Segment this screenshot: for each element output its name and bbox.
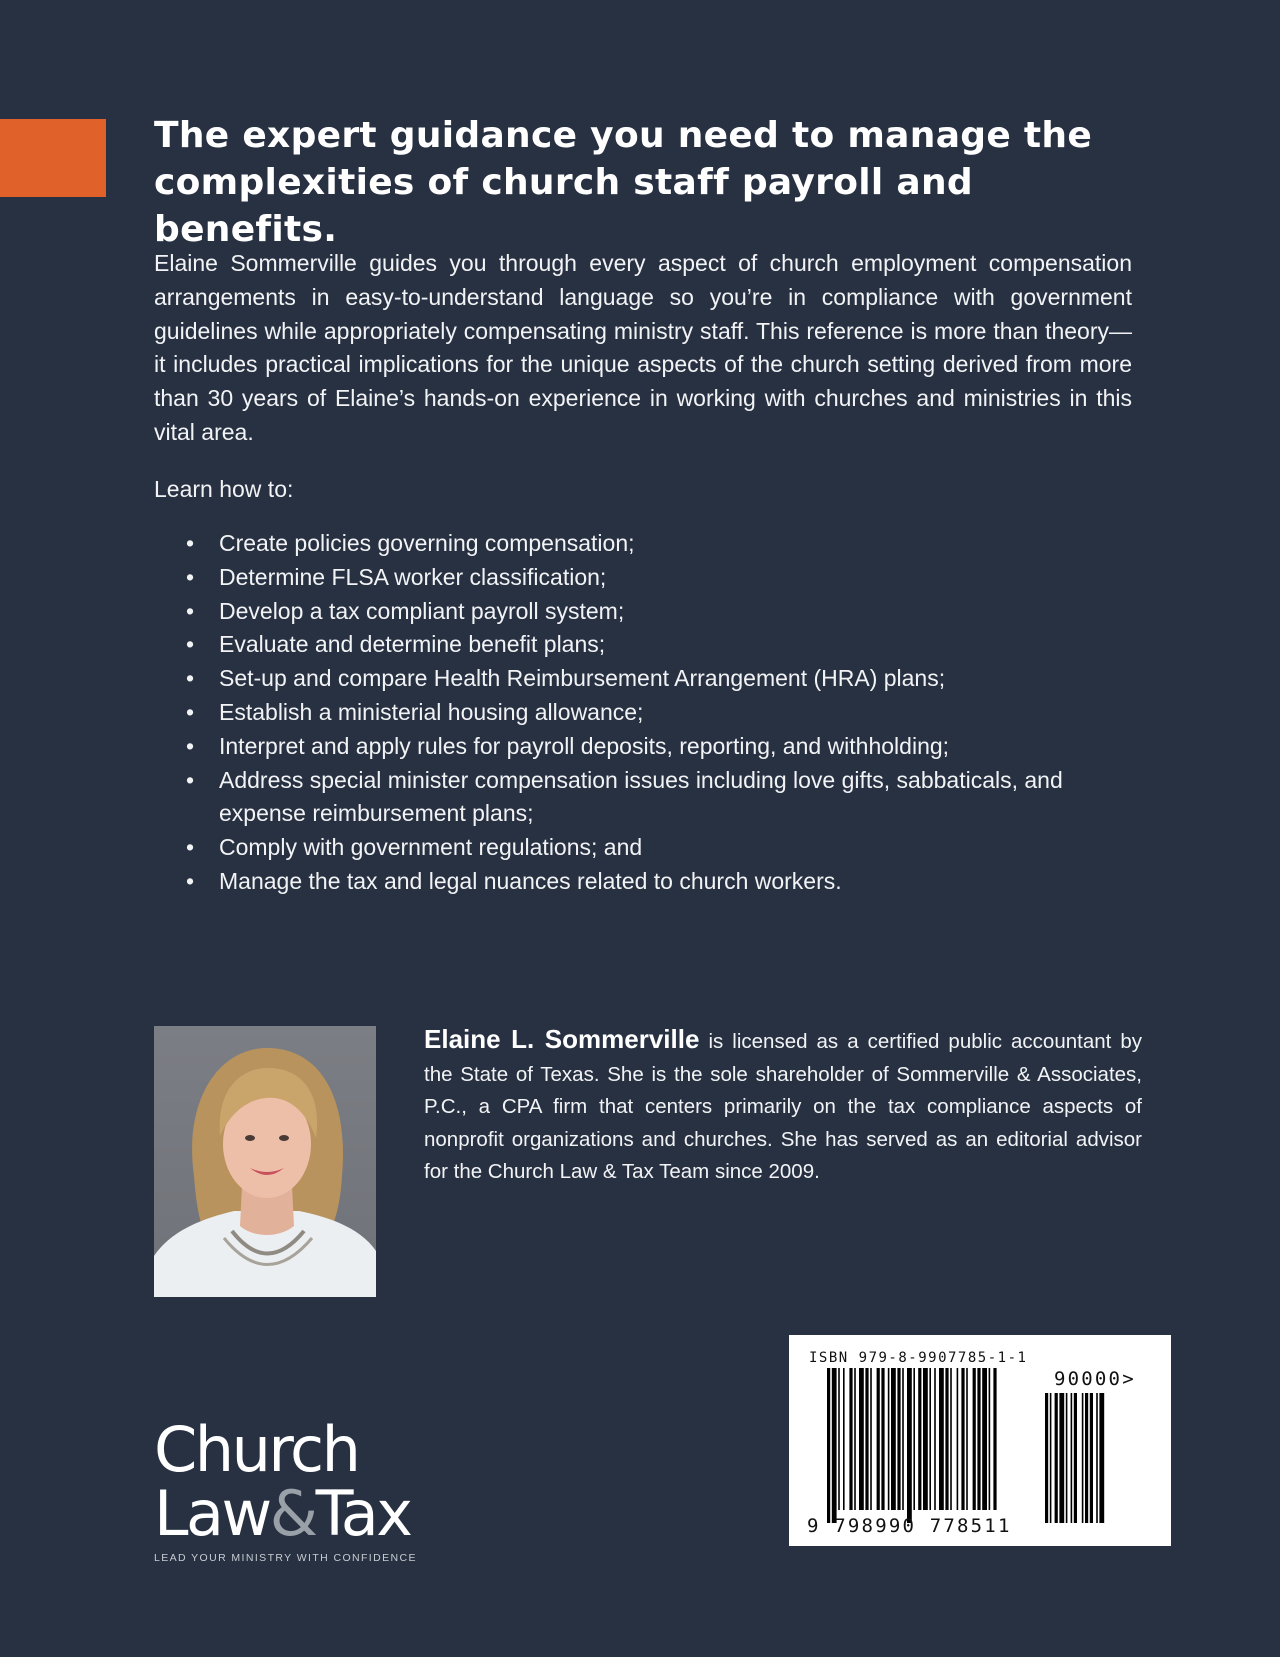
list-item: • Create policies governing compensation;	[186, 527, 1126, 561]
list-item: • Address special minister compensation issues including love gifts, sabbaticals, and expense reimbursement plans;	[186, 764, 1126, 832]
author-photo	[154, 1026, 376, 1297]
list-item: • Comply with government regulations; and	[186, 831, 1126, 865]
intro-paragraph: Elaine Sommerville guides you through every aspect of church employment compensation arrangements in easy-to-understand language so you’re in compliance with government guidelines while appropriately compensating ministry staff. This reference is more than theory—it includes practical implications for the unique aspects of the church setting derived from more than 30 years of Elaine’s hands-on experience in working with churches and ministries in this vital area.	[154, 250, 1132, 445]
logo-ampersand: &	[269, 1477, 316, 1550]
author-bio	[424, 1023, 1142, 1189]
author-bio-text: is licensed as a certified public accountant by the State of Texas. She is the sole shareholder of Sommerville & Associates, P.C., a CPA firm that centers primarily on the tax compliance aspects of nonprofit organizations and churches. She has served as an editorial advisor for the Church Law & Tax Team since 2009.	[424, 1030, 1142, 1183]
list-item: • Develop a tax compliant payroll system;	[186, 595, 1126, 629]
isbn-barcode	[789, 1335, 1171, 1546]
list-item: • Interpret and apply rules for payroll deposits, reporting, and withholding;	[186, 730, 1126, 764]
learning-list	[186, 527, 1126, 899]
logo-line-church: Church	[154, 1413, 359, 1486]
isbn-label: ISBN 979-8-9907785-1-1	[809, 1350, 1028, 1366]
list-item: • Set-up and compare Health Reimbursement Arrangement (HRA) plans;	[186, 662, 1126, 696]
logo-tagline: LEAD YOUR MINISTRY WITH CONFIDENCE	[154, 1552, 417, 1564]
list-item: • Manage the tax and legal nuances related to church workers.	[186, 865, 1126, 899]
logo-law: Law	[154, 1477, 270, 1550]
price-code: 90000>	[1054, 1368, 1136, 1390]
author-name: Elaine L. Sommerville	[424, 1024, 700, 1054]
logo-line-law-tax	[154, 1477, 417, 1550]
list-item: • Evaluate and determine benefit plans;	[186, 628, 1126, 662]
church-law-tax-logo	[154, 1413, 417, 1564]
learn-intro: Learn how to:	[154, 476, 294, 502]
logo-tax: Tax	[315, 1477, 411, 1550]
accent-bar	[0, 119, 106, 197]
headline: The expert guidance you need to manage the complexities of church staff payroll and benefits.	[154, 115, 1093, 250]
barcode-digits: 9 798990 778511	[807, 1515, 1012, 1537]
list-item: • Establish a ministerial housing allowance;	[186, 696, 1126, 730]
list-item: • Determine FLSA worker classification;	[186, 561, 1126, 595]
